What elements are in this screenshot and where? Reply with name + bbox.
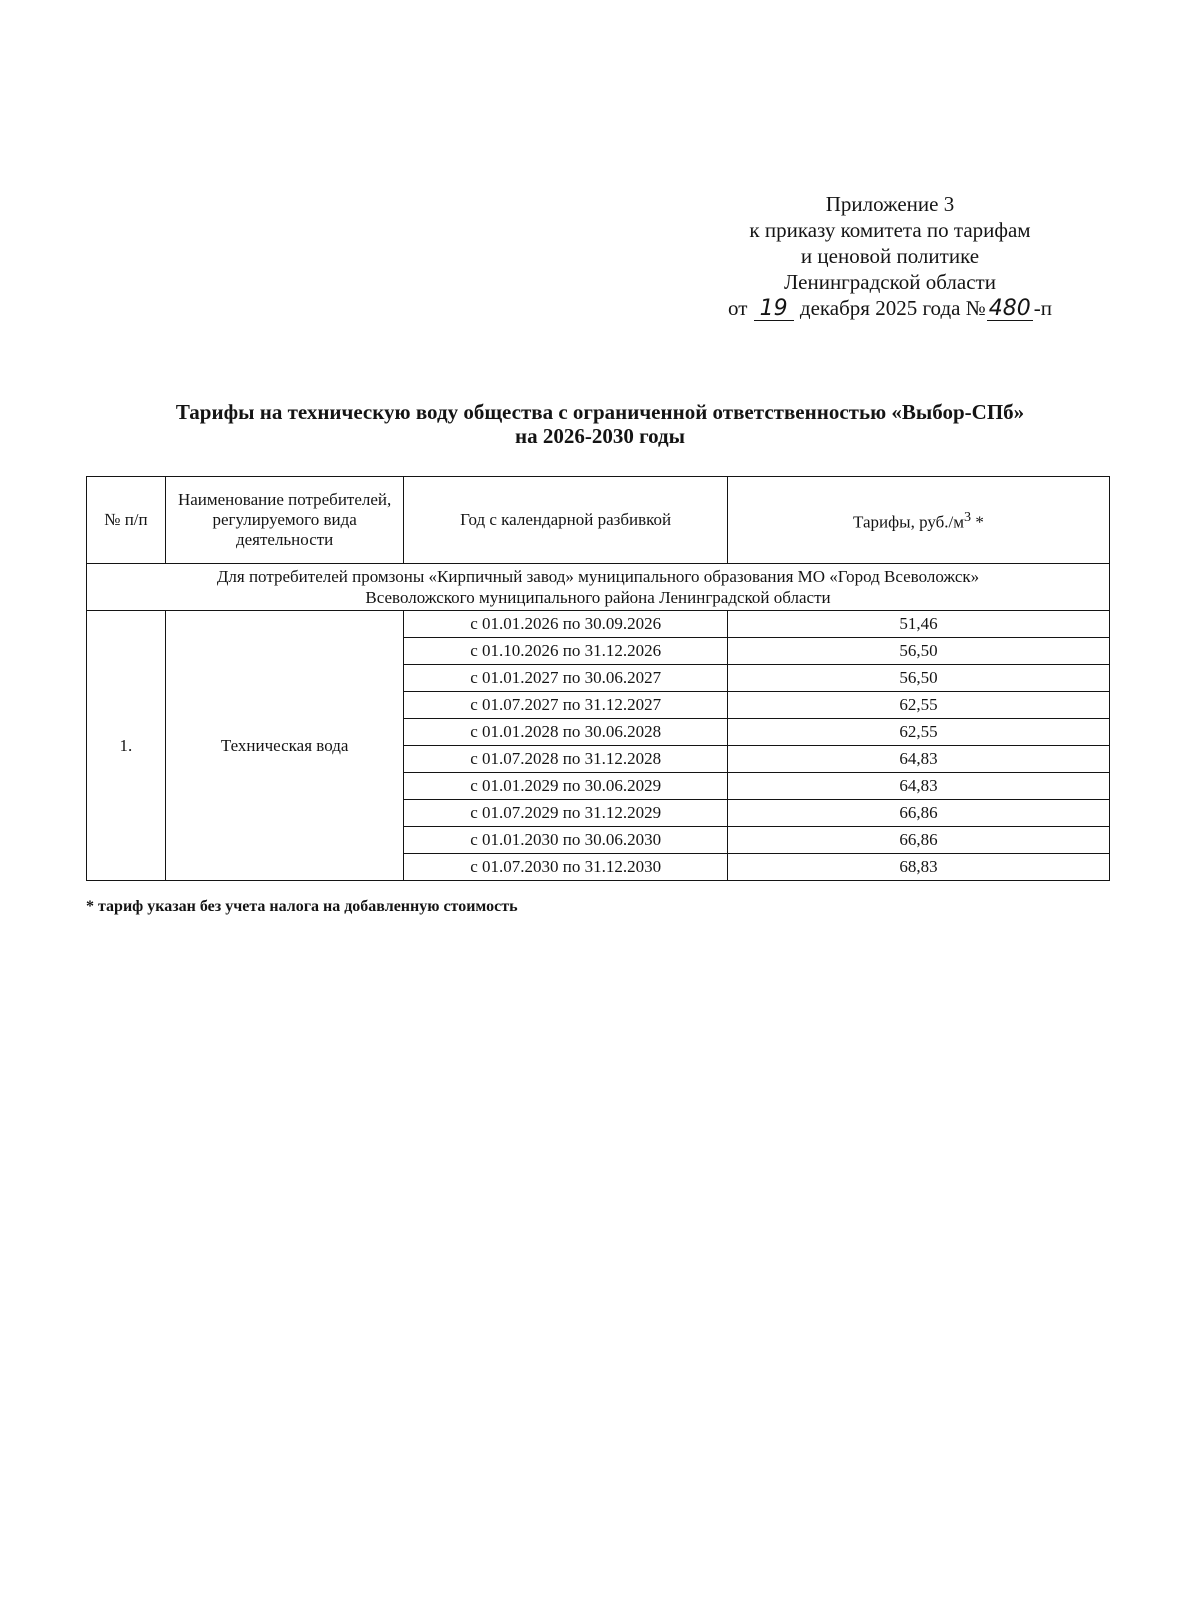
date-prefix: от — [728, 296, 748, 320]
title-line-2: на 2026-2030 годы — [514, 424, 686, 448]
period-cell: с 01.07.2027 по 31.12.2027 — [404, 692, 727, 719]
header-tariff-mark: * — [971, 512, 984, 532]
region-line: Ленинградской области — [784, 270, 996, 294]
order-suffix: -п — [1033, 296, 1052, 320]
appendix-header — [700, 191, 1080, 321]
tariff-table — [86, 476, 1110, 881]
document-title — [80, 400, 1120, 448]
table-header-row — [87, 477, 1110, 564]
tariff-cell: 62,55 — [727, 719, 1109, 746]
tariff-cell: 66,86 — [727, 800, 1109, 827]
section-line-1: Для потребителей промзоны «Кирпичный завод» муниципального образования МО «Город Всеволожск» — [216, 567, 980, 586]
header-tariff — [727, 477, 1109, 564]
header-name: Наименование потребителей, регулируемого вида деятельности — [165, 477, 404, 564]
order-reference-line: к приказу комитета по тарифам — [749, 218, 1031, 242]
item-number: 1. — [87, 611, 166, 881]
tariff-cell: 56,50 — [727, 638, 1109, 665]
tariff-cell: 56,50 — [727, 665, 1109, 692]
section-row — [87, 564, 1110, 611]
handwritten-day: 19 — [754, 298, 794, 321]
period-cell: с 01.07.2028 по 31.12.2028 — [404, 746, 727, 773]
section-line-2: Всеволожского муниципального района Ленинградской области — [365, 588, 831, 607]
footnote: * тариф указан без учета налога на добавленную стоимость — [86, 898, 518, 915]
period-cell: с 01.07.2029 по 31.12.2029 — [404, 800, 727, 827]
period-cell: с 01.01.2028 по 30.06.2028 — [404, 719, 727, 746]
tariff-cell: 51,46 — [727, 611, 1109, 638]
order-date-line — [700, 295, 1080, 321]
header-tariff-text: Тарифы, руб./м — [853, 512, 965, 532]
tariff-cell: 66,86 — [727, 827, 1109, 854]
period-cell: с 01.01.2026 по 30.09.2026 — [404, 611, 727, 638]
tariff-cell: 64,83 — [727, 773, 1109, 800]
period-cell: с 01.10.2026 по 31.12.2026 — [404, 638, 727, 665]
period-cell: с 01.01.2030 по 30.06.2030 — [404, 827, 727, 854]
header-num: № п/п — [87, 477, 166, 564]
item-name: Техническая вода — [165, 611, 404, 881]
tariff-cell: 64,83 — [727, 746, 1109, 773]
period-cell: с 01.01.2029 по 30.06.2029 — [404, 773, 727, 800]
title-line-1: Тарифы на техническую воду общества с ограниченной ответственностью «Выбор-СПб» — [175, 400, 1025, 424]
table-row — [87, 611, 1110, 638]
tariff-cell: 62,55 — [727, 692, 1109, 719]
appendix-number: Приложение 3 — [825, 192, 955, 216]
handwritten-order-number: 480 — [988, 296, 1031, 321]
date-rest: декабря 2025 года № — [799, 296, 986, 320]
period-cell: с 01.07.2030 по 31.12.2030 — [404, 854, 727, 881]
header-period: Год с календарной разбивкой — [404, 477, 727, 564]
committee-line: и ценовой политике — [800, 244, 980, 268]
header-tariff-superscript: 3 — [964, 509, 972, 526]
tariff-cell: 68,83 — [727, 854, 1109, 881]
section-title — [87, 564, 1110, 611]
period-cell: с 01.01.2027 по 30.06.2027 — [404, 665, 727, 692]
